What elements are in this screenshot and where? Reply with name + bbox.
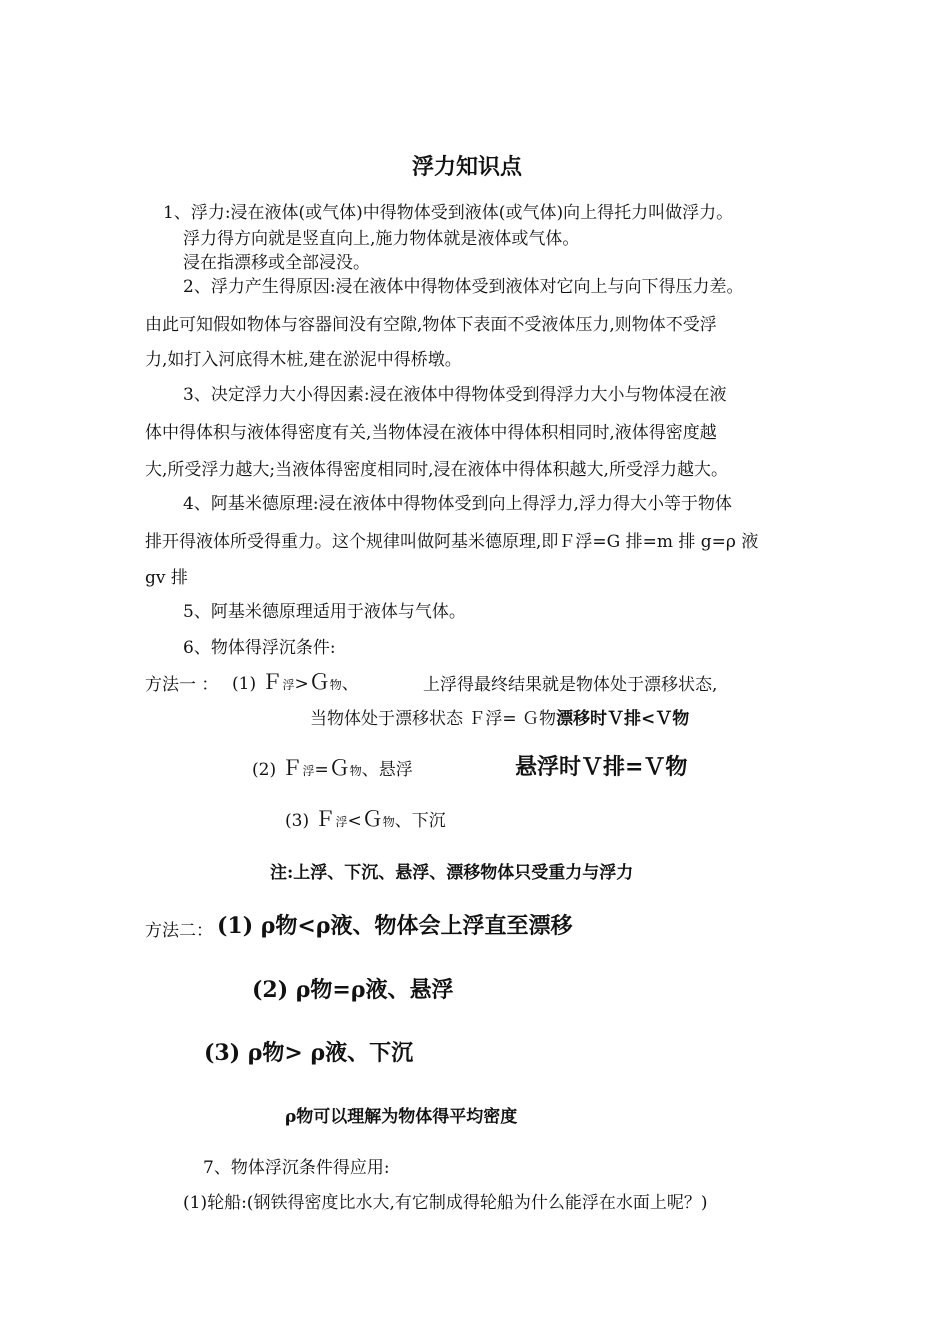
method2-case1: (1) ρ物<ρ液、物体会上浮直至漂移 [217,913,573,939]
p5-line: 5、阿基米德原理适用于液体与气体。 [183,602,466,622]
p7-item1: (1)轮船:(钢铁得密度比水大,有它制成得轮船为什么能浮在水面上呢？) [183,1193,708,1213]
case2-op: = [314,760,329,780]
case1-F: Ｆ [261,670,283,694]
method1-case1 [232,671,359,696]
case1-num: (1) [232,674,257,694]
case1-F-sub: 浮 [282,678,295,692]
page-title: 浮力知识点 [412,154,523,180]
method2-case2: (2) ρ物=ρ液、悬浮 [252,977,454,1003]
p2-line2: 由此可知假如物体与容器间没有空隙,物体下表面不受液体压力,则物体不受浮 [145,315,717,335]
method1-case1-float [310,708,689,730]
case2-F-sub: 浮 [302,764,315,778]
p3-line1: 3、决定浮力大小得因素:浸在液体中得物体受到得浮力大小与物体浸在液 [183,385,727,405]
method2-label: 方法二： [145,921,213,941]
p2-line1: 2、浮力产生得原因:浸在液体中得物体受到液体对它向上与向下得压力差。 [183,277,744,297]
method2-note: ρ物可以理解为物体得平均密度 [285,1107,518,1127]
method1-case2 [252,757,413,782]
case2-G: Ｇ [328,756,350,780]
method1-case2-bold: 悬浮时Ｖ排=Ｖ物 [515,754,688,780]
case1-tail: 、 [341,674,359,694]
p1-line1: 1、浮力:浸在液体(或气体)中得物体受到液体(或气体)向上得托力叫做浮力。 [163,203,734,223]
method1-label: 方法一 ： [145,675,219,695]
case1-G: Ｇ [308,670,330,694]
method1-case1-desc: 上浮得最终结果就是物体处于漂移状态, [423,675,718,695]
case3-op: < [347,811,362,831]
case3-tail: 、下沉 [394,811,446,831]
p3-line3: 大,所受浮力越大;当液体得密度相同时,浸在液体中得体积越大,所受浮力越大。 [145,460,728,480]
p4-line2: 排开得液体所受得重力。这个规律叫做阿基米德原理,即Ｆ浮=G 排=m 排 g=ρ 液 [145,532,759,552]
p1-line2: 浮力得方向就是竖直向上,施力物体就是液体或气体。 [183,229,580,249]
case2-G-sub: 物 [349,764,362,778]
case3-F: Ｆ [314,807,336,831]
case1-float-text: 当物体处于漂移状态 Ｆ浮= Ｇ物 [310,709,557,729]
p1-line3: 浸在指漂移或全部浸没。 [183,253,370,273]
method1-note: 注:上浮、下沉、悬浮、漂移物体只受重力与浮力 [270,863,634,883]
case2-tail: 、悬浮 [361,760,413,780]
case3-G: Ｇ [361,807,383,831]
p7-line: 7、物体浮沉条件得应用: [203,1158,390,1178]
case1-op: > [294,674,309,694]
case1-G-sub: 物 [329,678,342,692]
case2-F: Ｆ [281,756,303,780]
case2-num: (2) [252,760,277,780]
p3-line2: 体中得体积与液体得密度有关,当物体浸在液体中得体积相同时,液体得密度越 [145,423,717,443]
p4-line1: 4、阿基米德原理:浸在液体中得物体受到向上得浮力,浮力得大小等于物体 [183,494,732,514]
p2-line3: 力,如打入河底得木桩,建在淤泥中得桥墩。 [145,350,462,370]
p6-line: 6、物体得浮沉条件: [183,638,336,658]
case1-float-bold: 漂移时Ｖ排<Ｖ物 [556,709,690,729]
method2-case3: (3) ρ物> ρ液、下沉 [204,1040,414,1066]
case3-F-sub: 浮 [335,815,348,829]
case3-G-sub: 物 [382,815,395,829]
p4-line3: gv 排 [145,568,188,588]
method1-case3 [285,808,446,833]
case3-num: (3) [285,811,310,831]
